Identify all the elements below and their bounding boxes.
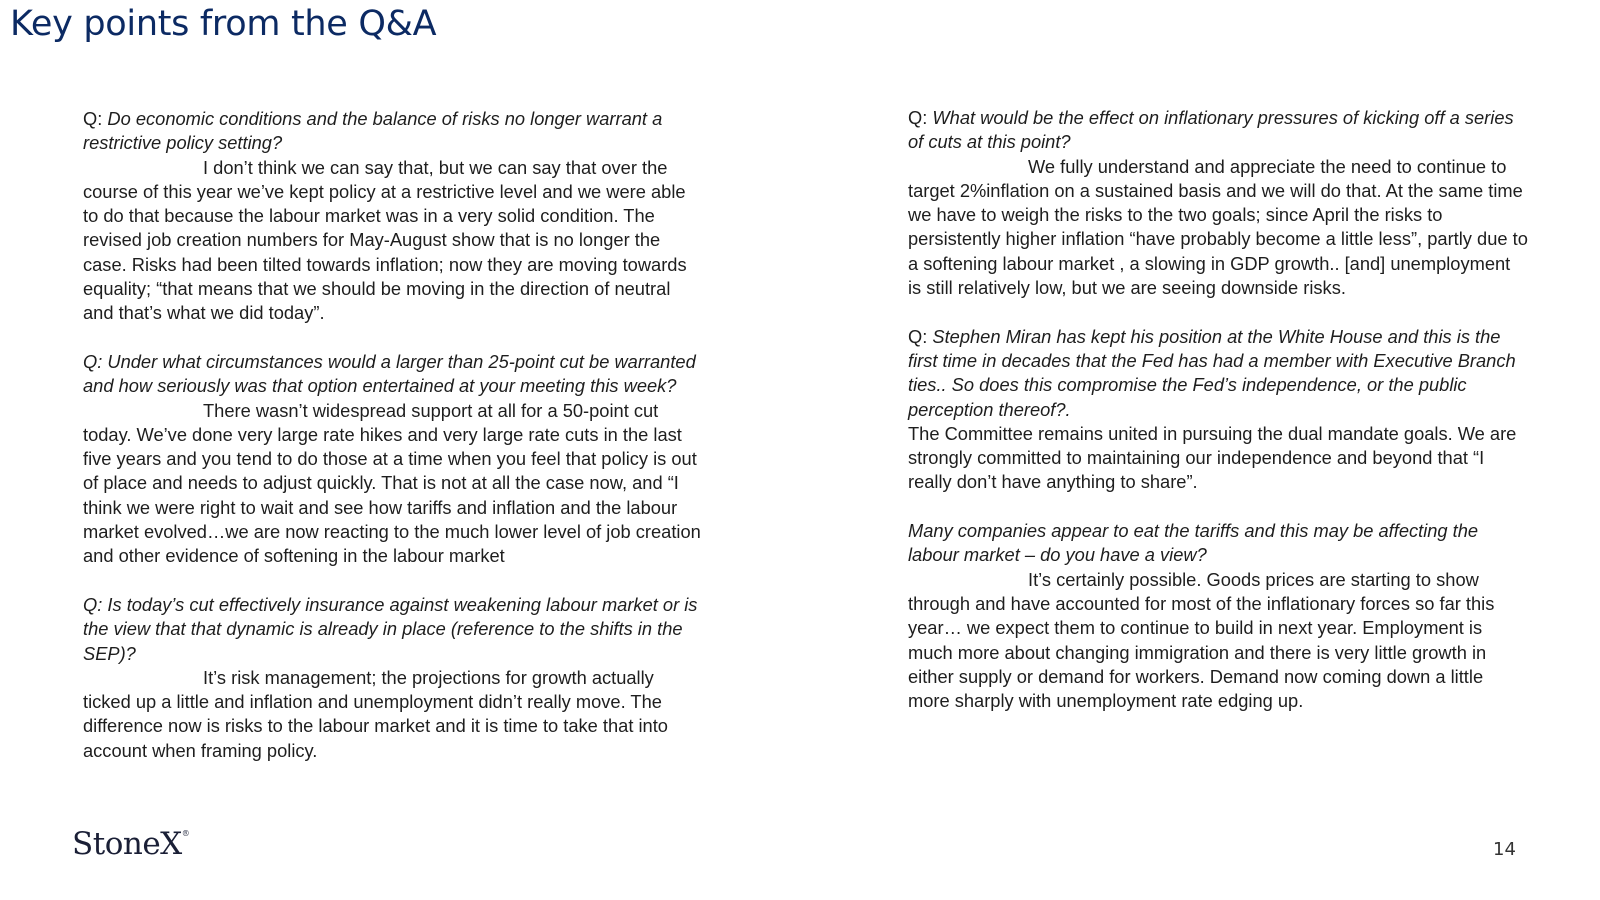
- question-prefix: Q:: [908, 325, 933, 347]
- question: [908, 325, 1528, 422]
- answer: It’s risk management; the projections for growth actually ticked up a little and inflation and unemployment didn’t really move. The difference now is risks to the labour market and it is time to take that into account when framing policy.: [83, 666, 668, 761]
- qa-block: [83, 107, 703, 326]
- left-column: [83, 107, 703, 787]
- page-number: 14: [1493, 839, 1516, 860]
- question-text: What would be the effect on inflationary pressures of kicking off a series of cuts at this point?: [908, 107, 1514, 153]
- question-prefix: Q:: [83, 108, 108, 129]
- qa-block: [908, 106, 1528, 300]
- question-text: Do economic conditions and the balance of risks no longer warrant a restrictive policy setting?: [83, 108, 663, 154]
- qa-block: [83, 350, 703, 569]
- question-text: Under what circumstances would a larger than 25-point cut be warranted and how seriously was that option entertained at your meeting this week?: [83, 350, 696, 397]
- question: [83, 107, 703, 156]
- question-text: Stephen Miran has kept his position at the White House and this is the first time in decades that the Fed has had a member with Executive Branch ties.. So does this compromise the Fed’s independence, or the public perception thereof?.: [908, 325, 1516, 420]
- question: [83, 593, 703, 666]
- logo-text: StoneX: [72, 826, 182, 862]
- answer: It’s certainly possible. Goods prices are starting to show through and have accounted for most of the inflationary forces so far this year… we expect them to continue to build in next year. Employment is much more about changing immigration and there is very little growth in either supply or demand for workers. Demand now coming down a little more sharply with unemployment rate edging up.: [908, 568, 1495, 712]
- question-text: Many companies appear to eat the tariffs and this may be affecting the labour market – do you have a view?: [908, 520, 1479, 566]
- answer: I don’t think we can say that, but we can say that over the course of this year we’ve kept policy at a restrictive level and we were able to do that because the labour market was in a very solid condition. The revised job creation numbers for May-August show that is no longer the case. Risks had been tilted towards inflation; now they are moving towards equality; “that means that we should be moving in the direction of neutral and that’s what we did today”.: [83, 156, 687, 324]
- qa-block: [83, 593, 703, 763]
- question: [908, 519, 1528, 568]
- qa-block: [908, 325, 1528, 495]
- question: [908, 106, 1528, 155]
- question-prefix: Q:: [908, 107, 933, 128]
- answer: We fully understand and appreciate the need to continue to target 2%inflation on a sustained basis and we will do that. At the same time we have to weigh the risks to the two goals; since April the risks to persistently higher inflation “have probably become a little less”, partly due to a softening labour market , a slowing in GDP growth.. [and] unemployment is still relatively low, but we are seeing downside risks.: [908, 155, 1528, 299]
- registered-mark: ®: [181, 829, 190, 838]
- page-title: Key points from the Q&A: [10, 4, 437, 44]
- answer: The Committee remains united in pursuing the dual mandate goals. We are strongly committed to maintaining our independence and beyond that “I really don’t have anything to share”.: [908, 422, 1517, 493]
- qa-block: [908, 519, 1528, 713]
- question-prefix: Q:: [83, 350, 108, 372]
- question-prefix: Q:: [83, 593, 108, 615]
- stonex-logo: [72, 826, 189, 862]
- question-text: Is today’s cut effectively insurance against weakening labour market or is the view that that dynamic is already in place (reference to the shifts in the SEP)?: [83, 593, 698, 664]
- question: [83, 350, 703, 399]
- answer: There wasn’t widespread support at all for a 50-point cut today. We’ve done very large rate hikes and very large rate cuts in the last five years and you tend to do those at a time when you feel that policy is out of place and needs to adjust quickly. That is not at all the case now, and “I think we were right to wait and see how tariffs and inflation and the labour market evolved…we are now reacting to the much lower level of job creation and other evidence of softening in the labour market: [83, 399, 701, 567]
- right-column: [908, 106, 1528, 738]
